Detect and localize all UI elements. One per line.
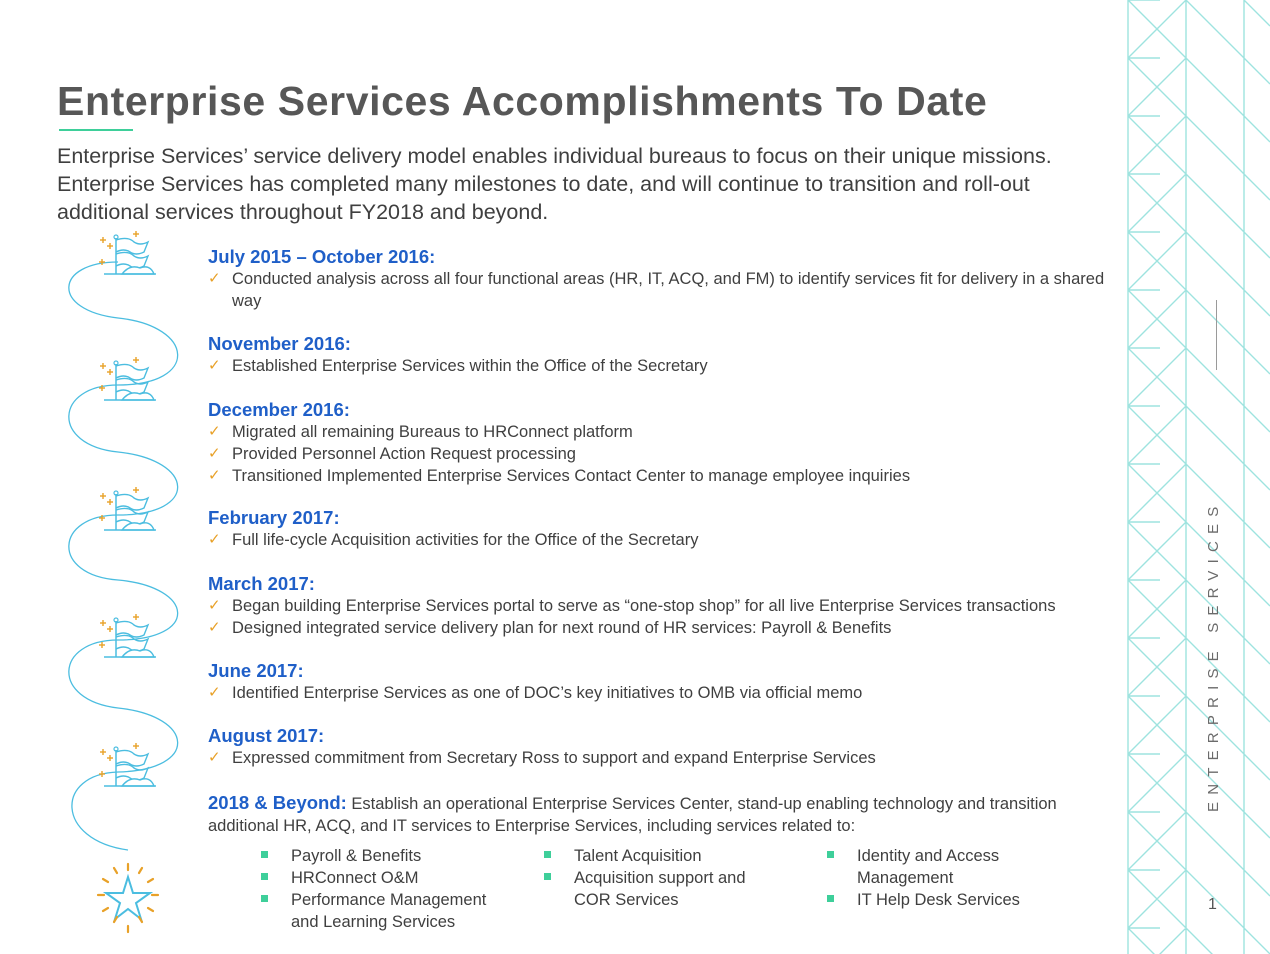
side-label: ENTERPRISE SERVICES (1205, 499, 1222, 812)
milestone-item: ✓ Identified Enterprise Services as one of DOC’s key initiatives to OMB via official memo (208, 684, 863, 702)
service-item: HRConnect O&M (261, 867, 511, 889)
milestone (208, 246, 1128, 312)
services-column-3 (827, 845, 1047, 911)
check-icon: ✓ (208, 684, 221, 701)
check-icon: ✓ (208, 423, 221, 440)
check-icon: ✓ (208, 357, 221, 374)
service-item: Talent Acquisition (544, 845, 784, 867)
star-icon (98, 864, 158, 932)
check-icon: ✓ (208, 597, 221, 614)
bullet-icon (544, 851, 551, 858)
flags-icon (99, 487, 156, 530)
milestone (208, 660, 1128, 704)
flags-icon (99, 743, 156, 786)
service-item: Acquisition support and COR Services (544, 867, 784, 911)
bullet-icon (827, 851, 834, 858)
service-item: IT Help Desk Services (827, 889, 1047, 911)
service-item: Payroll & Benefits (261, 845, 511, 867)
milestone-item: ✓ Full life-cycle Acquisition activities for the Office of the Secretary (208, 531, 699, 549)
bullet-icon (261, 873, 268, 880)
bullet-icon (544, 873, 551, 880)
bullet-icon (261, 895, 268, 902)
intro-line: Enterprise Services’ service delivery model enables individual bureaus to focus on their unique missions. (57, 144, 1052, 168)
service-item: Performance Management and Learning Services (261, 889, 511, 933)
beyond-text: Establish an operational Enterprise Services Center, stand-up enabling technology and transition additional HR, ACQ, and IT services to Enterprise Services, including services related to: (208, 795, 1057, 835)
milestone (208, 399, 1128, 487)
side-divider (1216, 300, 1217, 370)
page-number: 1 (1208, 896, 1217, 913)
bullet-icon (827, 895, 834, 902)
milestone-date: July 2015 – October 2016: (208, 246, 436, 267)
beyond-label: 2018 & Beyond: (208, 792, 347, 813)
service-item: Identity and Access Management (827, 845, 1047, 889)
intro-line: additional services throughout FY2018 and beyond. (57, 200, 549, 224)
check-icon: ✓ (208, 467, 221, 484)
flags-icon (99, 231, 156, 274)
check-icon: ✓ (208, 619, 221, 636)
milestone-item: ✓ Transitioned Implemented Enterprise Services Contact Center to manage employee inquiries (208, 467, 911, 485)
intro-line: Enterprise Services has completed many milestones to date, and will continue to transition and roll-out (57, 172, 1030, 196)
milestone-date: December 2016: (208, 399, 350, 420)
milestone-item: ✓ Expressed commitment from Secretary Ross to support and expand Enterprise Services (208, 749, 876, 767)
milestone (208, 725, 1128, 769)
services-column-2 (544, 845, 784, 911)
milestone (208, 333, 1128, 377)
milestone-date: August 2017: (208, 725, 325, 746)
milestone-item: ✓ Established Enterprise Services within the Office of the Secretary (208, 357, 708, 375)
services-column-1 (261, 845, 511, 933)
milestone (208, 573, 1128, 639)
milestone-item: ✓ Designed integrated service delivery plan for next round of HR services: Payroll & Benefits (208, 619, 892, 637)
check-icon: ✓ (208, 270, 221, 287)
check-icon: ✓ (208, 749, 221, 766)
flags-icon (99, 614, 156, 657)
milestone-item: ✓ Migrated all remaining Bureaus to HRConnect platform (208, 423, 633, 441)
check-icon: ✓ (208, 445, 221, 462)
milestone-item: ✓ Conducted analysis across all four functional areas (HR, IT, ACQ, and FM) to identify services fit for delivery in a shared way (208, 270, 1105, 310)
flags-icon (99, 357, 156, 400)
bullet-icon (261, 851, 268, 858)
milestone-date: February 2017: (208, 507, 340, 528)
page-title: Enterprise Services Accomplishments To Date (57, 78, 988, 124)
milestone (208, 507, 1128, 551)
beyond-paragraph (208, 792, 1118, 837)
check-icon: ✓ (208, 531, 221, 548)
milestone-date: June 2017: (208, 660, 304, 681)
milestone-date: March 2017: (208, 573, 315, 594)
milestone-item: ✓ Began building Enterprise Services portal to serve as “one-stop shop” for all live Enterprise Services transactions (208, 597, 1056, 615)
milestone-item: ✓ Provided Personnel Action Request processing (208, 445, 576, 463)
milestone-date: November 2016: (208, 333, 351, 354)
